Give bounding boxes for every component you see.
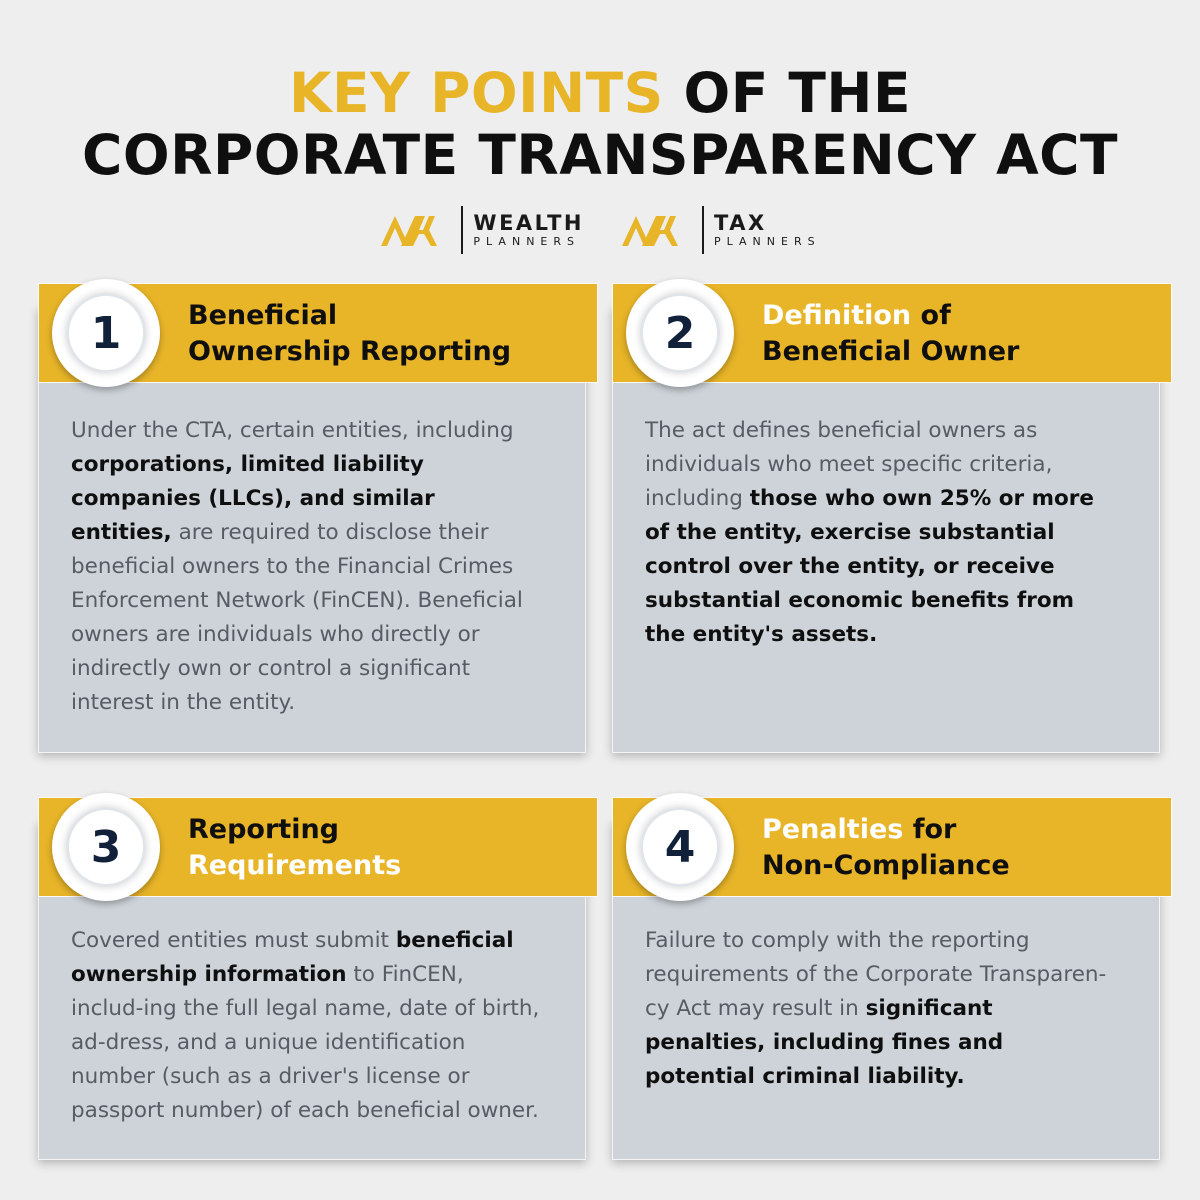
card-title-line2: Requirements [188,850,402,881]
number-badge [52,793,160,901]
number-label: 3 [66,807,146,887]
title-line2: CORPORATE TRANSPARENCY ACT [81,123,1119,187]
number-badge [52,279,160,387]
card-title-line1: Beneficial [188,300,338,331]
ar-monogram-icon [379,212,453,248]
number-label: 4 [640,807,720,887]
tax-planners-logo [620,206,821,254]
title-line1-rest: OF THE [663,61,912,125]
logo-divider [702,206,704,254]
number-label: 1 [66,293,146,373]
highlight-text: corporations, limited liability companies (LLCs), and similar entities, [71,452,435,545]
logo-word-secondary: PLANNERS [473,235,580,248]
card-title [762,812,1162,884]
page-title [0,62,1200,186]
card-title-line2: Beneficial Owner [762,336,1020,367]
card-description: The act defines beneficial owners as individuals who meet specific criteria, including those who own 25% or more of the entity, exercise substantial control over the entity, or receive substantial economic benefits from the entity's assets. [645,418,1094,647]
logo-word-primary: WEALTH [473,211,584,235]
card-title-line2: Ownership Reporting [188,336,512,367]
card-title-line1: Penalties for [762,814,957,845]
highlight-text: beneficial ownership information [71,928,514,987]
card-description: Under the CTA, certain entities, including corporations, limited liability companies (LLCs), and similar entities, are required to disclose their beneficial owners to the Financial Crimes Enforcement Network (FinCEN). Beneficial owners are individuals who directly or indirectly own or control a significant interest in the entity. [71,418,523,715]
card-description: Covered entities must submit beneficial ownership information to FinCEN, includ-ing the full legal name, date of birth, ad-dress, and a unique identification number (such as a driver's license or passport number) of each beneficial owner. [71,928,540,1123]
card-title-line1: Reporting [188,814,340,845]
wealth-planners-logo [379,206,584,254]
highlight-text: those who own 25% or more of the entity, exercise substantial control over the entity, or receive substantial economic benefits from the entity's assets. [645,486,1094,647]
logo-divider [461,206,463,254]
logo-word-secondary: PLANNERS [714,235,821,248]
card-title-line2: Non-Compliance [762,850,1010,881]
logo-row [0,206,1200,254]
number-badge [626,793,734,901]
title-accent: KEY POINTS [288,61,664,125]
number-label: 2 [640,293,720,373]
logo-word-primary: TAX [714,211,767,235]
card-title [188,812,588,884]
highlight-text: significant penalties, including fines and potential criminal liability. [645,996,1004,1089]
ar-monogram-icon [620,212,694,248]
card-title-line1: Definition of [762,300,951,331]
card-title [762,298,1162,370]
card-description: Failure to comply with the reporting requirements of the Corporate Transparen-cy Act may result in significant penalties, including fines and potential criminal liability. [645,928,1107,1089]
card-title [188,298,588,370]
number-badge [626,279,734,387]
